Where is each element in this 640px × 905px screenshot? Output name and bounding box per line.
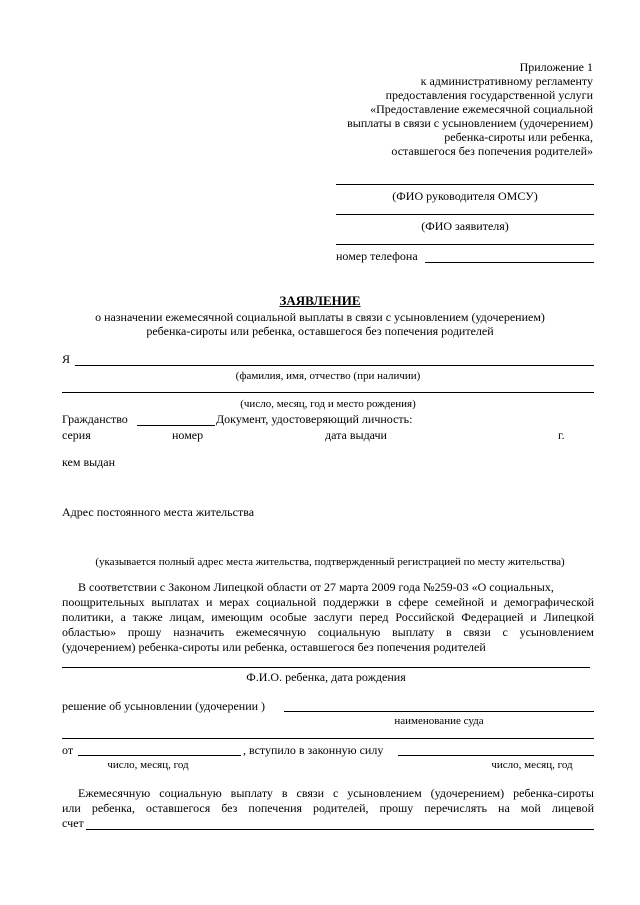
- omsu-head-caption: (ФИО руководителя ОМСУ): [392, 189, 538, 203]
- from-label: от: [62, 743, 74, 757]
- citizenship-label: Гражданство: [62, 412, 128, 426]
- document-subtitle: о назначении ежемесячной социальной выплаты в связи с усыновлением (удочерением): [95, 310, 545, 324]
- request-line: областью» прошу назначить ежемесячную социальную выплату в связи с усыновлением: [62, 625, 594, 639]
- ya-label: Я: [62, 352, 71, 366]
- effective-label: , вступило в законную силу: [243, 743, 384, 757]
- document-label: Документ, удостоверяющий личность:: [216, 412, 413, 426]
- phone-field[interactable]: [425, 262, 594, 263]
- account-label: счет: [62, 816, 84, 830]
- document-subtitle: ребенка-сироты или ребенка, оставшегося без попечения родителей: [146, 324, 494, 338]
- applicant-name-caption: (ФИО заявителя): [421, 219, 509, 233]
- appendix-line: к административному регламенту: [420, 74, 593, 88]
- fio-field[interactable]: [75, 365, 594, 366]
- court-extra-field[interactable]: [62, 738, 594, 739]
- fio-caption: (фамилия, имя, отчество (при наличии): [235, 370, 421, 382]
- applicant-extra-line[interactable]: [336, 244, 594, 245]
- appendix-line: ребенка-сироты или ребенка,: [444, 130, 593, 144]
- appendix-line: предоставления государственной услуги: [385, 88, 593, 102]
- decision-label: решение об усыновлении (удочерении ): [62, 699, 266, 713]
- appendix-line: оставшегося без попечения родителей»: [391, 144, 593, 158]
- issue-date-label: дата выдачи: [325, 428, 387, 442]
- effective-date-caption: число, месяц, год: [491, 759, 573, 771]
- child-caption: Ф.И.О. ребенка, дата рождения: [246, 670, 406, 684]
- account-field[interactable]: [86, 829, 594, 830]
- series-label: серия: [62, 428, 91, 442]
- payment-line: Ежемесячную социальную выплату в связи с усыновлением (удочерением) ребенка-сироты: [78, 786, 594, 800]
- applicant-name-line[interactable]: [336, 214, 594, 215]
- address-caption: (указывается полный адрес места жительства, подтвержденный регистрацией по месту жительства): [95, 556, 565, 568]
- request-line: (удочерением) ребенка-сироты или ребенка, оставшегося без попечения родителей: [62, 640, 486, 654]
- appendix-number: Приложение 1: [519, 60, 593, 74]
- appendix-line: выплаты в связи с усыновлением (удочерением): [347, 116, 593, 130]
- address-label: Адрес постоянного места жительства: [62, 505, 255, 519]
- request-line: политики, а также лицам, имеющим особые заслуги перед Российской Федерацией и Липецкой: [62, 610, 594, 624]
- court-field[interactable]: [284, 711, 594, 712]
- birth-field[interactable]: [62, 392, 594, 393]
- request-line: поощрительных выплатах и мерах социальной поддержки в сфере семейной и демографической: [62, 595, 594, 609]
- payment-line: или ребенка, оставшегося без попечения родителей, прошу перечислять на мой лицевой: [62, 801, 594, 815]
- number-label: номер: [172, 428, 204, 442]
- effective-date-field[interactable]: [398, 755, 594, 756]
- child-field[interactable]: [62, 667, 590, 668]
- phone-label: номер телефона: [336, 249, 418, 263]
- citizenship-field[interactable]: [137, 425, 215, 426]
- omsu-head-line[interactable]: [336, 184, 594, 185]
- year-suffix: г.: [558, 428, 565, 442]
- document-title: ЗАЯВЛЕНИЕ: [279, 293, 361, 308]
- decision-date-field[interactable]: [78, 755, 241, 756]
- court-caption: наименование суда: [394, 715, 484, 727]
- request-line: В соответствии с Законом Липецкой области от 27 марта 2009 года №259-03 «О социальных,: [78, 580, 554, 594]
- decision-date-caption: число, месяц, год: [107, 759, 189, 771]
- issued-by-label: кем выдан: [62, 455, 116, 469]
- birth-caption: (число, месяц, год и место рождения): [240, 398, 416, 410]
- appendix-line: «Предоставление ежемесячной социальной: [370, 102, 593, 116]
